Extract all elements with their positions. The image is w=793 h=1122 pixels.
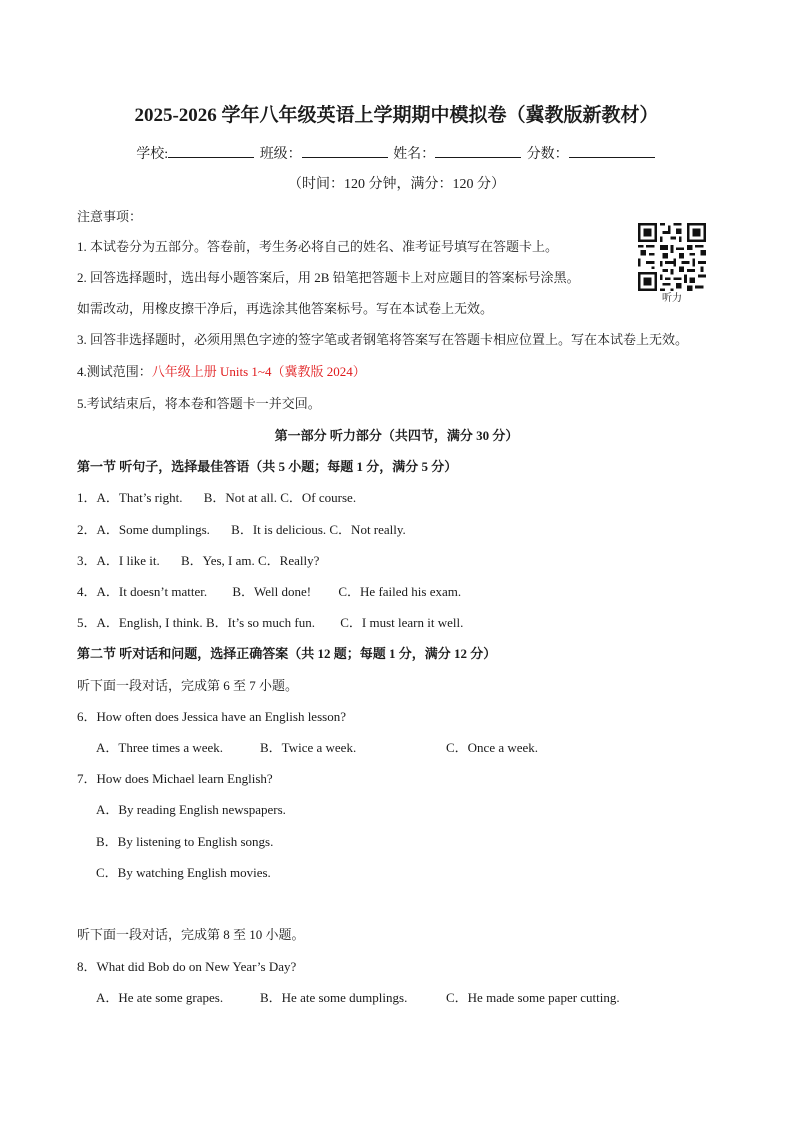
score-blank — [569, 145, 655, 158]
notice-heading: 注意事项： — [77, 209, 143, 224]
option-b: B．Well done! — [232, 584, 312, 599]
question-6-options — [96, 740, 538, 756]
notice-item-1: 1. 本试卷分为五部分。答卷前，考生务必将自己的姓名、准考证号填写在答题卡上。 — [77, 239, 559, 254]
option-a: A．English, I think. — [96, 615, 203, 630]
option-c: C．Once a week. — [446, 740, 539, 755]
page-title: 2025-2026 学年八年级英语上学期期中模拟卷（冀教版新教材） — [134, 105, 659, 126]
part1-heading: 第一部分 听力部分（共四节，满分 30 分） — [274, 428, 519, 443]
option-b: B．Yes, I am. — [180, 553, 255, 568]
option-c: C．He made some paper cutting. — [446, 990, 620, 1005]
option-c: C．He failed his exam. — [338, 584, 462, 599]
name-blank — [435, 145, 521, 158]
option-c: C．Not really. — [329, 522, 406, 537]
question-number: 5． — [77, 615, 97, 630]
school-label: 学校: — [136, 147, 169, 162]
notice-item-2-cont: 如需改动，用橡皮擦干净后，再选涂其他答案标号。写在本试卷上无效。 — [77, 301, 494, 316]
option-a: A．Some dumplings. — [96, 522, 210, 537]
section2-heading: 第二节 听对话和问题，选择正确答案（共 12 题；每题 1 分，满分 12 分） — [77, 646, 497, 661]
question-number: 4． — [77, 584, 97, 599]
notice-item-2: 2. 回答选择题时，选出每小题答案后，用 2B 铅笔把答题卡上对应题目的答案标号涂黑。 — [77, 270, 580, 285]
option-c: C．I must learn it well. — [340, 615, 464, 630]
notice-item-4 — [77, 364, 366, 380]
notice-item-4-prefix: 4.测试范围： — [77, 364, 152, 379]
question-8-options — [96, 990, 620, 1006]
question-number: 3． — [77, 553, 97, 568]
option-c: C．Of course. — [280, 490, 357, 505]
option-a: A．He ate some grapes. — [96, 990, 224, 1005]
dialogue-intro-1: 听下面一段对话，完成第 6 至 7 小题。 — [77, 678, 299, 693]
question-1 — [77, 490, 356, 506]
question-5 — [77, 615, 463, 631]
option-a: A．That’s right. — [96, 490, 183, 505]
option-b: B．He ate some dumplings. — [260, 990, 408, 1005]
question-number: 1． — [77, 490, 97, 505]
option-a: A．Three times a week. — [96, 740, 224, 755]
exam-time: （时间：120 分钟，满分：120 分） — [288, 177, 505, 192]
option-c: C．Really? — [258, 553, 320, 568]
qr-code-icon — [638, 223, 706, 291]
option-a: A．I like it. — [96, 553, 160, 568]
option-a: A．It doesn’t matter. — [96, 584, 208, 599]
dialogue-intro-2: 听下面一段对话，完成第 8 至 10 小题。 — [77, 927, 305, 942]
question-2 — [77, 522, 406, 538]
class-label: 班级： — [259, 147, 302, 162]
question-7-stem: 7．How does Michael learn English? — [77, 771, 273, 786]
name-label: 姓名： — [393, 147, 436, 162]
class-blank — [302, 145, 388, 158]
question-number: 2． — [77, 522, 97, 537]
test-scope: 八年级上册 Units 1~4（冀教版 2024） — [151, 364, 366, 379]
question-8-stem: 8．What did Bob do on New Year’s Day? — [77, 959, 297, 974]
qr-caption: 听力 — [662, 293, 682, 304]
question-7-option-a: A．By reading English newspapers. — [96, 802, 286, 817]
question-4 — [77, 584, 461, 600]
question-7-option-c: C．By watching English movies. — [96, 865, 271, 880]
option-b: B．It is delicious. — [231, 522, 327, 537]
question-7-option-b: B．By listening to English songs. — [96, 834, 274, 849]
score-label: 分数： — [526, 147, 569, 162]
notice-item-5: 5.考试结束后，将本卷和答题卡一并交回。 — [77, 396, 321, 411]
student-info-line — [0, 145, 793, 163]
section1-heading: 第一节 听句子，选择最佳答语（共 5 小题；每题 1 分，满分 5 分） — [77, 459, 458, 474]
option-b: B．Twice a week. — [260, 740, 357, 755]
option-b: B．Not at all. — [203, 490, 277, 505]
notice-item-3: 3. 回答非选择题时，必须用黑色字迹的签字笔或者钢笔将答案写在答题卡相应位置上。写在本试卷上无效。 — [77, 332, 689, 347]
school-blank — [168, 145, 254, 158]
option-b: B．It’s so much fun. — [205, 615, 315, 630]
question-6-stem: 6．How often does Jessica have an English lesson? — [77, 709, 346, 724]
question-3 — [77, 553, 319, 569]
